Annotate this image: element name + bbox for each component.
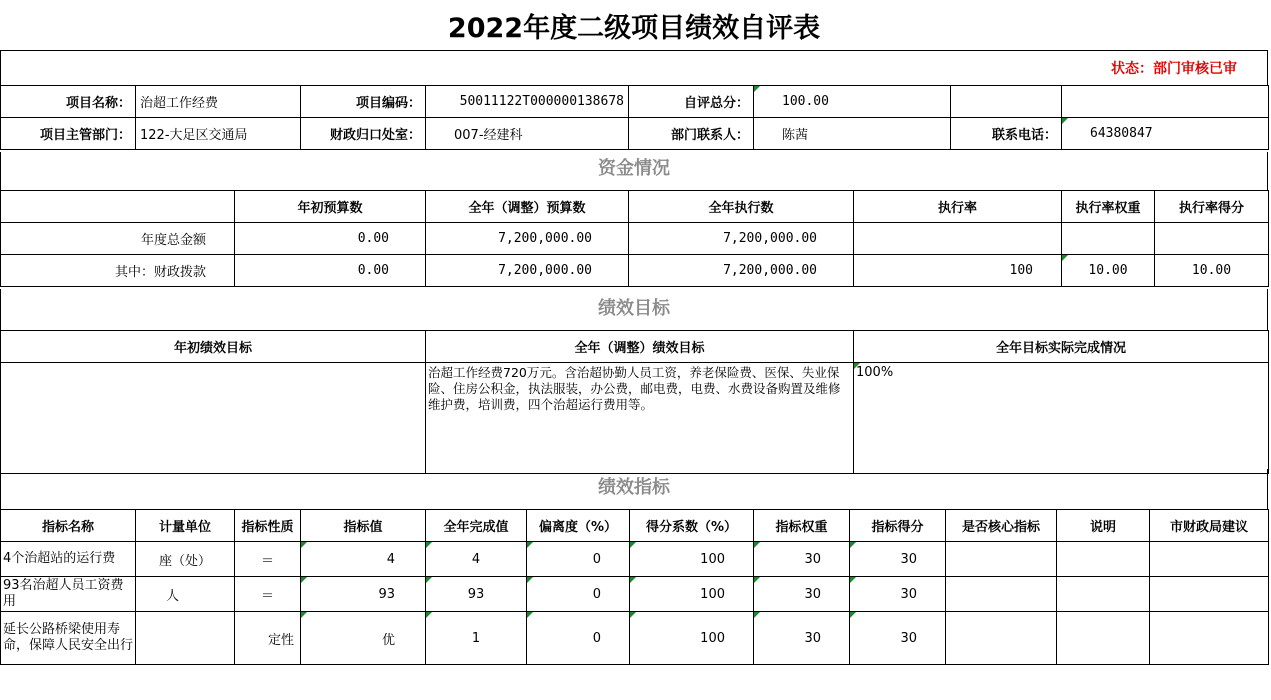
ind-header-score: 指标得分 <box>850 510 946 542</box>
empty-cell[interactable] <box>951 86 1062 118</box>
phone-cell[interactable]: 64380847 <box>1062 118 1269 150</box>
phone-label: 联系电话： <box>951 118 1062 150</box>
ind-header-nature: 指标性质 <box>235 510 301 542</box>
indicators-section-title: 绩效指标 <box>0 469 1268 509</box>
funds-header-score: 执行率得分 <box>1155 191 1269 223</box>
dept-cell[interactable]: 122-大足区交通局 <box>136 118 301 150</box>
ind-note-cell[interactable] <box>1057 542 1150 577</box>
funds-header-adjusted: 全年（调整）预算数 <box>426 191 629 223</box>
ind-unit-cell[interactable]: 座（处） <box>136 542 235 577</box>
project-name-cell[interactable]: 治超工作经费 <box>136 86 301 118</box>
funds-executed-cell[interactable]: 7,200,000.00 <box>629 223 854 255</box>
ind-unit-cell[interactable]: 人 <box>136 577 235 612</box>
ind-unit-cell[interactable] <box>136 612 235 665</box>
page-title: 2022年度二级项目绩效自评表 <box>0 0 1268 51</box>
goals-header-actual: 全年目标实际完成情况 <box>854 331 1269 363</box>
project-code-label: 项目编码： <box>301 86 426 118</box>
ind-done-cell[interactable]: 93 <box>426 577 527 612</box>
ind-core-cell[interactable] <box>946 612 1057 665</box>
indicators-table <box>0 509 1269 665</box>
ind-header-note: 说明 <box>1057 510 1150 542</box>
status-row <box>0 50 1268 85</box>
contact-label: 部门联系人： <box>629 118 754 150</box>
ind-coef-cell[interactable]: 100 <box>630 577 754 612</box>
ind-weight-cell[interactable]: 30 <box>754 577 850 612</box>
funds-initial-cell[interactable]: 0.00 <box>235 255 426 287</box>
funds-header-initial: 年初预算数 <box>235 191 426 223</box>
funds-row-label: 其中：财政拨款 <box>1 255 235 287</box>
self-score-cell[interactable]: 100.00 <box>754 86 951 118</box>
ind-done-cell[interactable]: 1 <box>426 612 527 665</box>
status-badge: 状态：部门审核已审 <box>1111 61 1237 77</box>
ind-score-cell[interactable]: 30 <box>850 612 946 665</box>
ind-value-cell[interactable]: 优 <box>301 612 426 665</box>
ind-header-core: 是否核心指标 <box>946 510 1057 542</box>
funds-header-weight: 执行率权重 <box>1062 191 1155 223</box>
goals-actual-cell[interactable]: 100% <box>854 363 1269 474</box>
ind-nature-cell[interactable]: ＝ <box>235 542 301 577</box>
ind-suggestion-cell[interactable] <box>1150 612 1269 665</box>
ind-value-cell[interactable]: 4 <box>301 542 426 577</box>
ind-coef-cell[interactable]: 100 <box>630 612 754 665</box>
ind-header-weight: 指标权重 <box>754 510 850 542</box>
funds-executed-cell[interactable]: 7,200,000.00 <box>629 255 854 287</box>
ind-header-done: 全年完成值 <box>426 510 527 542</box>
goals-table <box>0 330 1269 474</box>
funds-weight-cell[interactable]: 10.00 <box>1062 255 1155 287</box>
ind-coef-cell[interactable]: 100 <box>630 542 754 577</box>
ind-name-cell[interactable]: 4个治超站的运行费 <box>1 542 136 577</box>
funds-weight-cell[interactable] <box>1062 223 1155 255</box>
ind-note-cell[interactable] <box>1057 577 1150 612</box>
ind-header-coef: 得分系数（%） <box>630 510 754 542</box>
funds-adjusted-cell[interactable]: 7,200,000.00 <box>426 255 629 287</box>
funds-initial-cell[interactable]: 0.00 <box>235 223 426 255</box>
goals-initial-cell[interactable] <box>1 363 426 474</box>
funds-score-cell[interactable] <box>1155 223 1269 255</box>
funds-score-cell[interactable]: 10.00 <box>1155 255 1269 287</box>
contact-cell[interactable]: 陈茜 <box>754 118 951 150</box>
ind-suggestion-cell[interactable] <box>1150 577 1269 612</box>
ind-header-suggestion: 市财政局建议 <box>1150 510 1269 542</box>
dept-label: 项目主管部门： <box>1 118 136 150</box>
funds-section-title: 资金情况 <box>0 152 1268 190</box>
ind-score-cell[interactable]: 30 <box>850 577 946 612</box>
ind-core-cell[interactable] <box>946 577 1057 612</box>
ind-header-value: 指标值 <box>301 510 426 542</box>
project-info-table <box>0 85 1269 150</box>
ind-weight-cell[interactable]: 30 <box>754 542 850 577</box>
ind-name-cell[interactable]: 93名治超人员工资费用 <box>1 577 136 612</box>
funds-adjusted-cell[interactable]: 7,200,000.00 <box>426 223 629 255</box>
goals-adjusted-cell[interactable]: 治超工作经费720万元。含治超协勤人员工资，养老保险费、医保、失业保险、住房公积金，执法服装，办公费，邮电费，电费、水费设备购置及维修维护费，培训费，四个治超运行费用等。 <box>426 363 854 474</box>
ind-name-cell[interactable]: 延长公路桥梁使用寿命，保障人民安全出行 <box>1 612 136 665</box>
funds-header-rate: 执行率 <box>854 191 1062 223</box>
funds-header-empty <box>1 191 235 223</box>
ind-header-unit: 计量单位 <box>136 510 235 542</box>
ind-weight-cell[interactable]: 30 <box>754 612 850 665</box>
goals-header-adjusted: 全年（调整）绩效目标 <box>426 331 854 363</box>
ind-value-cell[interactable]: 93 <box>301 577 426 612</box>
ind-deviation-cell[interactable]: 0 <box>527 612 630 665</box>
project-name-label: 项目名称： <box>1 86 136 118</box>
ind-deviation-cell[interactable]: 0 <box>527 542 630 577</box>
ind-score-cell[interactable]: 30 <box>850 542 946 577</box>
ind-header-name: 指标名称 <box>1 510 136 542</box>
funds-row-label: 年度总金额 <box>1 223 235 255</box>
funds-rate-cell[interactable]: 100 <box>854 255 1062 287</box>
ind-suggestion-cell[interactable] <box>1150 542 1269 577</box>
finance-office-cell[interactable]: 007-经建科 <box>426 118 629 150</box>
ind-nature-cell[interactable]: 定性 <box>235 612 301 665</box>
goals-header-initial: 年初绩效目标 <box>1 331 426 363</box>
funds-header-executed: 全年执行数 <box>629 191 854 223</box>
funds-table <box>0 190 1269 287</box>
ind-header-deviation: 偏离度（%） <box>527 510 630 542</box>
funds-rate-cell[interactable] <box>854 223 1062 255</box>
ind-nature-cell[interactable]: ＝ <box>235 577 301 612</box>
empty-cell[interactable] <box>1062 86 1269 118</box>
project-code-cell[interactable]: 50011122T000000138678 <box>426 86 629 118</box>
ind-done-cell[interactable]: 4 <box>426 542 527 577</box>
finance-office-label: 财政归口处室： <box>301 118 426 150</box>
goals-section-title: 绩效目标 <box>0 289 1268 330</box>
ind-note-cell[interactable] <box>1057 612 1150 665</box>
ind-deviation-cell[interactable]: 0 <box>527 577 630 612</box>
self-score-label: 自评总分： <box>629 86 754 118</box>
ind-core-cell[interactable] <box>946 542 1057 577</box>
